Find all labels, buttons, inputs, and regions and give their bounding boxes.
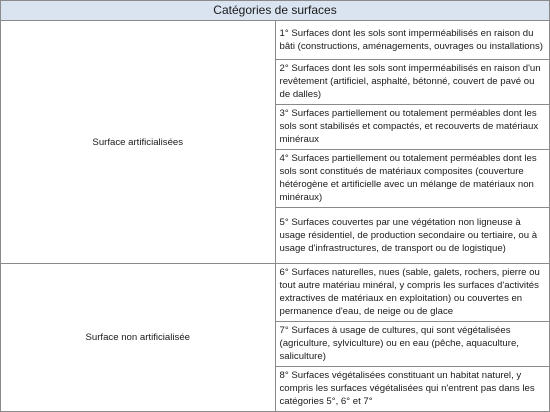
category-item-8: 8° Surfaces végétalisées constituant un habitat naturel, y compris les surfaces végétalisées qui n'entrent pas dans les catégories 5°, 6° et 7° bbox=[275, 367, 550, 412]
category-item-2: 2° Surfaces dont les sols sont imperméabilisés en raison d'un revêtement (artificiel, asphalté, bétonné, couvert de pavé ou de dalles) bbox=[275, 60, 550, 105]
category-artificialisees: Surface artificialisées bbox=[1, 21, 276, 264]
category-item-7: 7° Surfaces à usage de cultures, qui sont végétalisées (agriculture, sylviculture) ou en eau (pêche, aquaculture, saliculture) bbox=[275, 322, 550, 367]
category-item-4: 4° Surfaces partiellement ou totalement perméables dont les sols sont constitués de matériaux composites (couverture hétérogène et artificielle avec un mélange de matériaux non minéraux) bbox=[275, 150, 550, 208]
table-row bbox=[1, 264, 550, 322]
category-item-3: 3° Surfaces partiellement ou totalement perméables dont les sols sont stabilisés et compactés, et recouverts de matériaux minéraux bbox=[275, 105, 550, 150]
category-non-artificialisee: Surface non artificialisée bbox=[1, 264, 276, 412]
table-title: Catégories de surfaces bbox=[1, 1, 550, 21]
category-item-6: 6° Surfaces naturelles, nues (sable, galets, rochers, pierre ou tout autre matériau minéral, y compris les surfaces d'activités extractives de matériaux en exploitation) ou couvertes en permanence d'eau, de neige ou de glace bbox=[275, 264, 550, 322]
category-item-1: 1° Surfaces dont les sols sont imperméabilisés en raison du bâti (constructions, aménagements, ouvrages ou installations) bbox=[275, 21, 550, 60]
table-header-row bbox=[1, 1, 550, 21]
category-item-5: 5° Surfaces couvertes par une végétation non ligneuse à usage résidentiel, de production secondaire ou tertiaire, ou à usage d'infrastructures, de transport ou de logistique) bbox=[275, 208, 550, 264]
table-row bbox=[1, 21, 550, 60]
